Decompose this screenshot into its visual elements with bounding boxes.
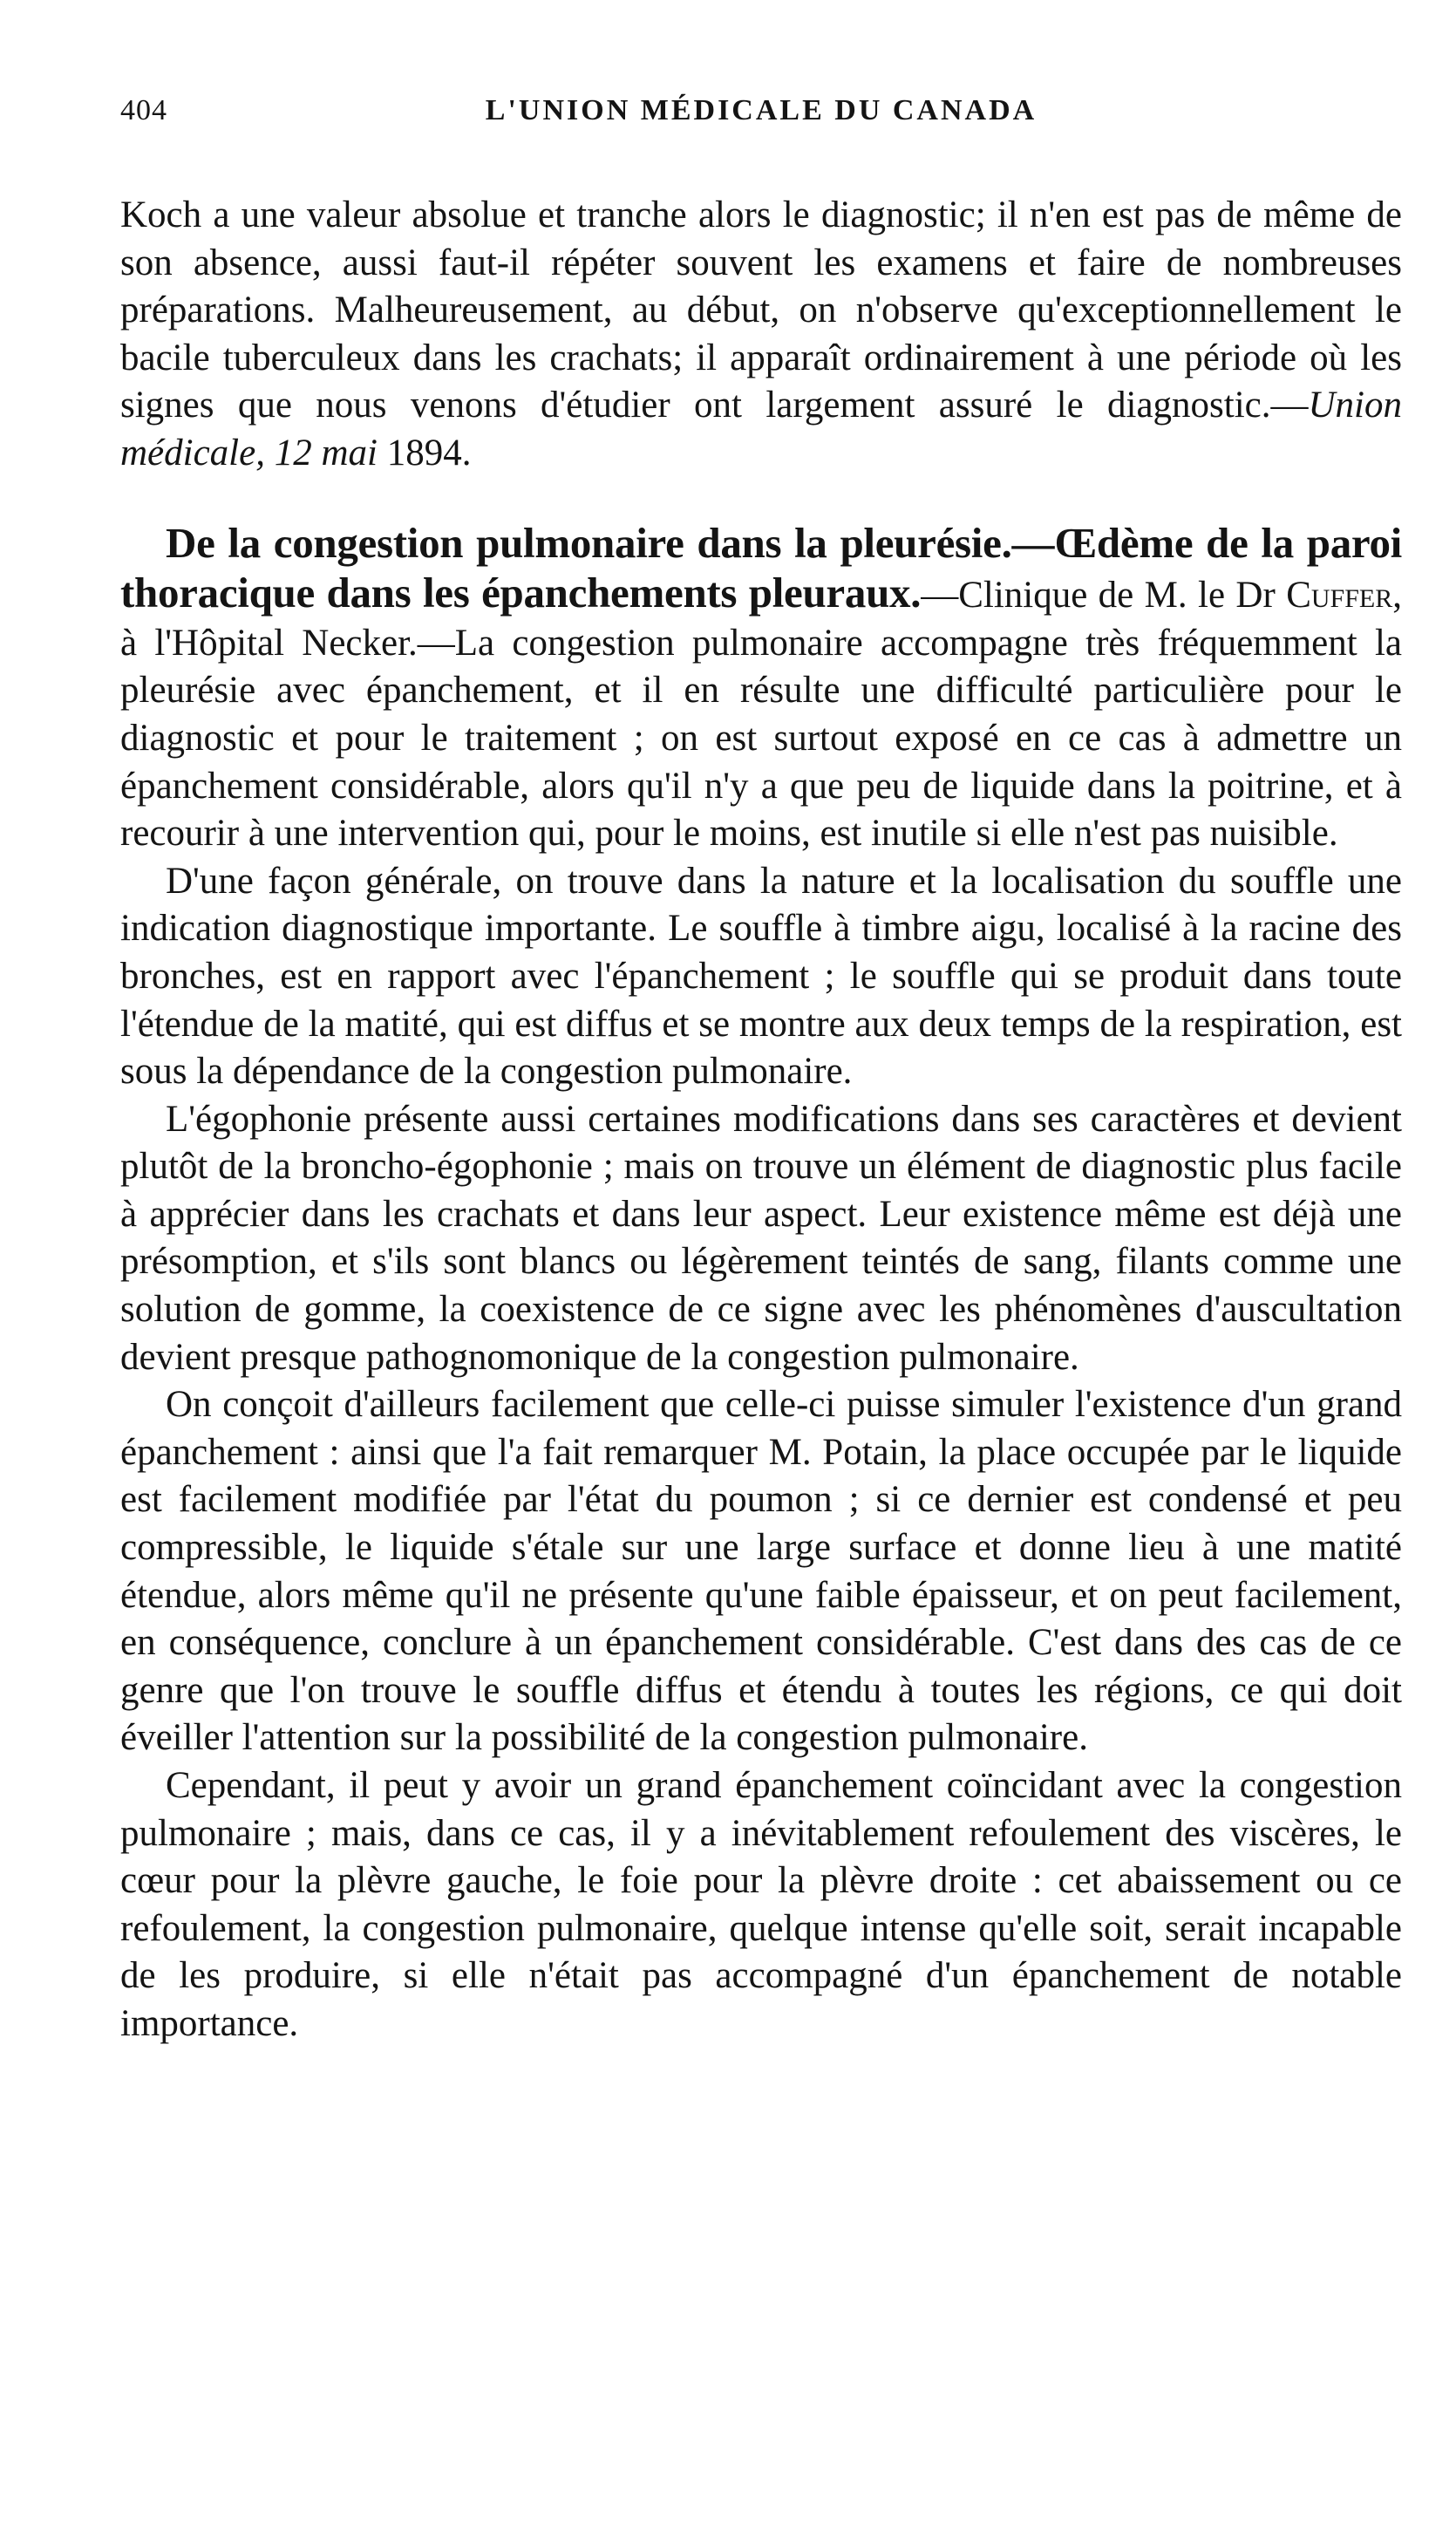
- article: [120, 520, 1402, 2048]
- article-intro-paragraph: [120, 520, 1402, 858]
- article-heading: De la congestion pulmonaire dans la pleurésie.—Œdème de la paroi thoracique dans les épanchements pleuraux.: [120, 518, 1402, 617]
- citation-source: Union médicale, 12 mai: [120, 385, 1402, 474]
- document-page: [120, 94, 1402, 2048]
- article-paragraph: Cependant, il peut y avoir un grand épanchement coïncidant avec la congestion pulmonaire ; mais, dans ce cas, il y a inévitablement refoulement des viscères, le cœur pour la plèvre gauche, le foie pour la plèvre droite : cet abaissement ou ce refoulement, la congestion pulmonaire, quelque intense qu'elle soit, serait incapable de les produire, si elle n'était pas accompagné d'un épanchement de notable importance.: [120, 1765, 1402, 2044]
- continuation-paragraph: [120, 192, 1402, 478]
- article-paragraph: L'égophonie présente aussi certaines modifications dans ses caractères et devient plutôt de la broncho-égophonie ; mais on trouve un élément de diagnostic plus facile à apprécier dans les crachats et dans leur aspect. Leur existence même est déjà une présomption, et s'ils sont blancs ou légèrement teintés de sang, filants comme une solution de gomme, la coexistence de ce signe avec les phénomènes d'auscultation devient presque pathognomonique de la congestion pulmonaire.: [120, 1098, 1402, 1378]
- continuation-text: Koch a une valeur absolue et tranche alors le diagnostic; il n'en est pas de même de son absence, aussi faut-il répéter souvent les examens et faire de nombreuses préparations. Malheureusement, au début, on n'observe qu'exceptionnellement le bacile tuberculeux dans les crachats; il apparaît ordinairement à une période où les signes que nous venons d'étudier ont largement assuré le diagnostic.—: [120, 194, 1402, 426]
- body-text: [120, 192, 1402, 2048]
- article-intro-prefix: —Clinique de M. le Dr: [921, 575, 1287, 617]
- article-author: Cuffer: [1286, 575, 1393, 617]
- article-paragraph: On conçoit d'ailleurs facilement que celle-ci puisse simuler l'existence d'un grand épanchement : ainsi que l'a fait remarquer M. Potain, la place occupée par le liquide est facilement modifiée par l'état du poumon ; si ce dernier est condensé et peu compressible, le liquide s'étale sur une large surface et donne lieu à une matité étendue, alors même qu'il ne présente qu'une faible épaisseur, et on peut facilement, en conséquence, conclure à un épanchement considérable. C'est dans des cas de ce genre que l'on trouve le souffle diffus et étendu à toutes les régions, ce qui doit éveiller l'attention sur la possibilité de la congestion pulmonaire.: [120, 1384, 1402, 1759]
- running-head: [120, 94, 1402, 147]
- article-paragraph: D'une façon générale, on trouve dans la nature et la localisation du souffle une indication diagnostique importante. Le souffle à timbre aigu, localisé à la racine des bronches, est en rapport avec l'épanchement ; le souffle qui se produit dans toute l'étendue de la matité, qui est diffus et se montre aux deux temps de la respiration, est sous la dépendance de la congestion pulmonaire.: [120, 860, 1402, 1093]
- article-intro-text: , à l'Hôpital Necker.—La congestion pulmonaire accompagne très fréquemment la pleurésie avec épanchement, et il en résulte une difficulté particulière pour le diagnostic et pour le traitement ; on est surtout exposé en ce cas à admettre un épanchement considérable, alors qu'il n'y a que peu de liquide dans la poitrine, et à recourir à une intervention qui, pour le moins, est inutile si elle n'est pas nuisible.: [120, 575, 1402, 855]
- page-number: 404: [120, 94, 167, 126]
- journal-title: L'UNION MÉDICALE DU CANADA: [485, 94, 1038, 126]
- citation-year: 1894.: [377, 432, 472, 474]
